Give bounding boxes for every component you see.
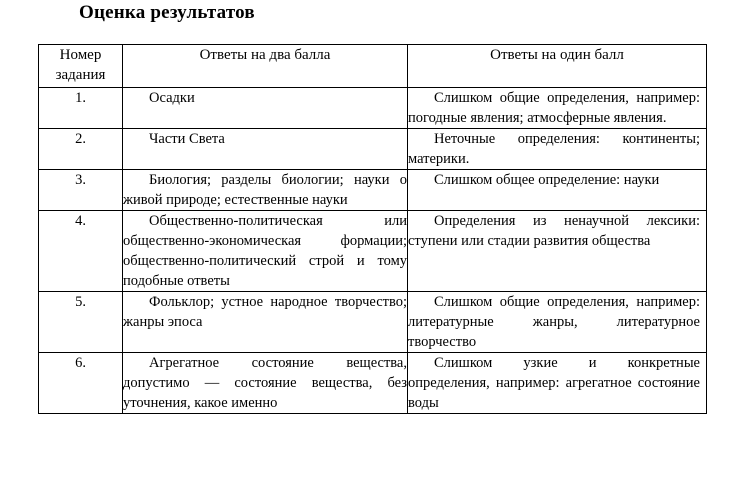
table-header-row [39, 45, 707, 88]
results-table [38, 44, 707, 414]
two-point-answer: Общественно-политическая или общественно-экономическая формации; общественно-политический строй и тому подобные ответы [123, 211, 408, 292]
table-row [39, 88, 707, 129]
task-number: 2. [39, 129, 123, 170]
one-point-answer: Слишком общие определения, например: литературные жанры, литературное творчество [408, 292, 707, 353]
two-point-answer: Осадки [123, 88, 408, 129]
task-number: 5. [39, 292, 123, 353]
task-number: 1. [39, 88, 123, 129]
two-point-answer: Фольклор; устное народное творчество; жанры эпоса [123, 292, 408, 353]
one-point-answer: Слишком общие определения, например: погодные явления; атмосферные явления. [408, 88, 707, 129]
one-point-answer: Определения из ненаучной лексики: ступени или стадии развития общества [408, 211, 707, 292]
one-point-answer: Неточные определения: континенты; материки. [408, 129, 707, 170]
task-number: 3. [39, 170, 123, 211]
header-two-points: Ответы на два балла [123, 45, 408, 88]
page-title: Оценка результатов [79, 2, 255, 23]
one-point-answer: Слишком узкие и конкретные определения, например: агрегатное состояние воды [408, 353, 707, 414]
table-row [39, 129, 707, 170]
two-point-answer: Биология; разделы биологии; науки о живой природе; естественные науки [123, 170, 408, 211]
table-row [39, 292, 707, 353]
table-row [39, 353, 707, 414]
task-number: 4. [39, 211, 123, 292]
header-one-point: Ответы на один балл [408, 45, 707, 88]
one-point-answer: Слишком общее определение: науки [408, 170, 707, 211]
two-point-answer: Агрегатное состояние вещества, допустимо — состояние вещества, без уточнения, какое именно [123, 353, 408, 414]
table-row [39, 211, 707, 292]
header-task-number: Номер задания [39, 45, 123, 88]
task-number: 6. [39, 353, 123, 414]
table-row [39, 170, 707, 211]
two-point-answer: Части Света [123, 129, 408, 170]
